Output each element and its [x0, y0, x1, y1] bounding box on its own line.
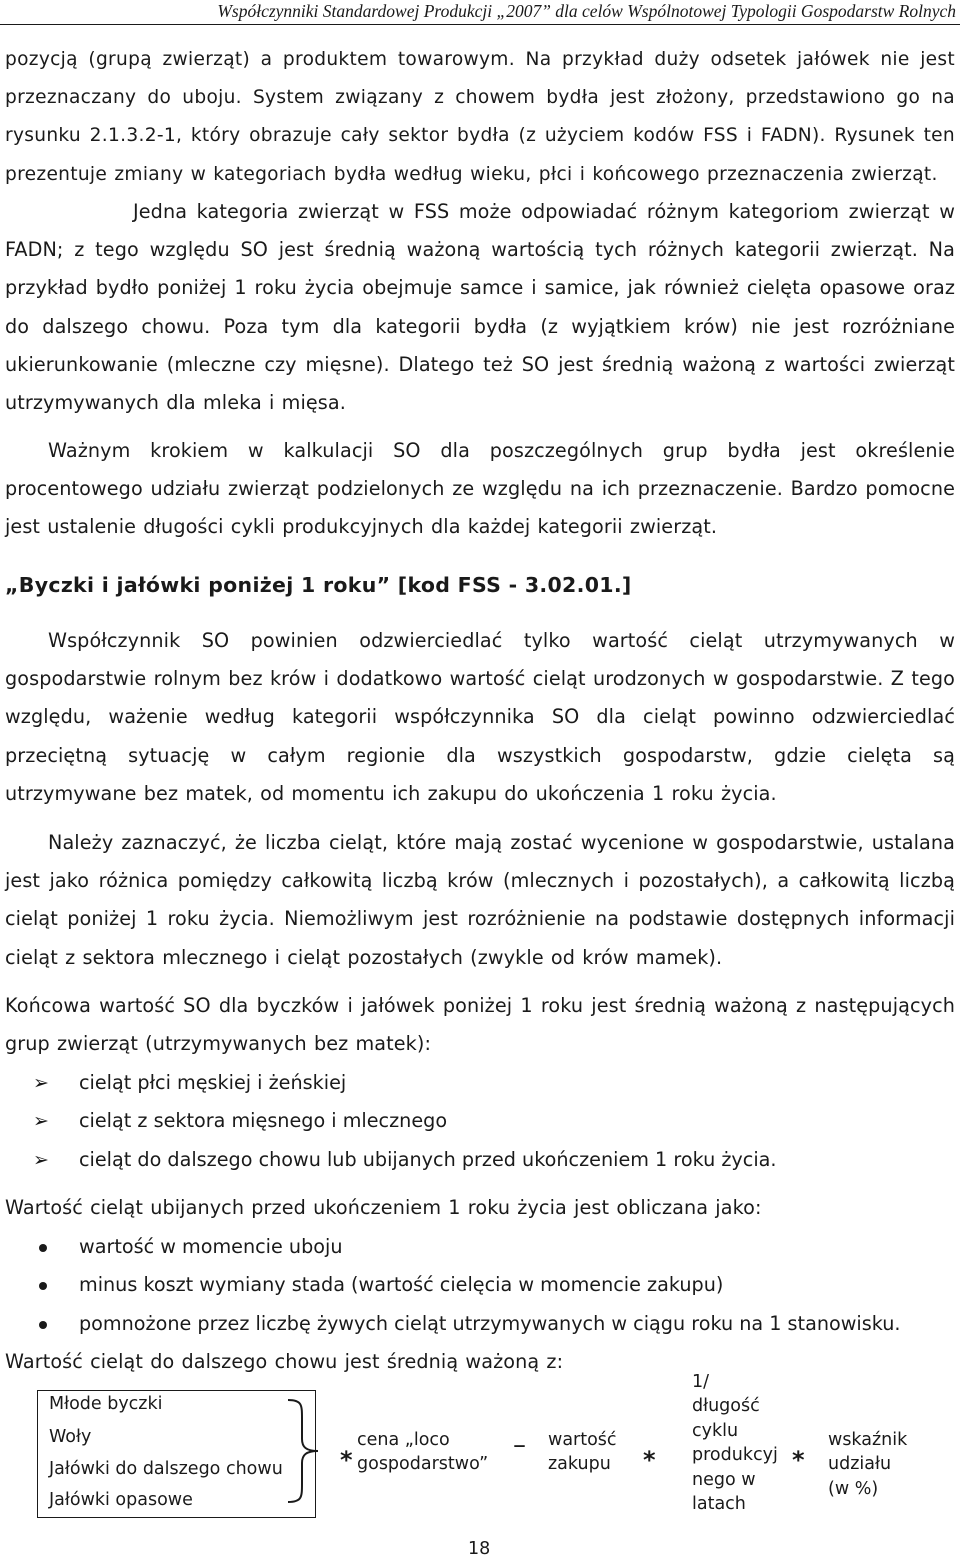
paragraph-calculation-step: Ważnym krokiem w kalkulacji SO dla poszczególnych grup bydła jest określenie procentowego udziału zwierząt podzielonych ze względu na ich przeznaczenie. Bardzo pomocne jest ustalenie długości cykli produkcyjnych dla każdej kategorii zwierząt.: [5, 439, 955, 539]
paragraph-breeding-value: Wartość cieląt do dalszego chowu jest średnią ważoną z:: [5, 1350, 564, 1373]
list-item: ➢ cieląt z sektora mięsnego i mlecznego: [5, 1102, 955, 1140]
list-item: ➢ cieląt płci męskiej i żeńskiej: [5, 1064, 955, 1102]
page-header: Współczynniki Standardowej Produkcji „2007” dla celów Wspólnotowej Typologii Gospodarstw Rolnych: [0, 0, 960, 25]
arrow-bullet-icon: ➢: [33, 1110, 49, 1133]
category-item: Woły: [49, 1427, 92, 1447]
price-label: cena „loco gospodarstwo”: [357, 1430, 489, 1475]
paragraph-intro-a: pozycją (grupą zwierząt) a produktem towarowym. Na przykład duży odsetek jałówek nie jest przeznaczany do uboju. System związany z chowem bydła jest złożony, przedstawiono go na rysunku 2.1.3.2-1, który obrazuje cały sektor bydła (z użyciem kodów FSS i FADN). Rysunek ten prezentuje zmiany w kategoriach bydła według wieku, płci i końcowego przeznaczenia zwierząt.: [5, 49, 955, 185]
list-item: ➢ cieląt do dalszego chowu lub ubijanych przed ukończeniem 1 roku życia.: [5, 1141, 955, 1179]
bullet-dot-icon: [39, 1321, 47, 1329]
page-number: 18: [468, 1539, 491, 1559]
arrow-list: [5, 1064, 955, 1179]
arrow-bullet-icon: ➢: [33, 1072, 49, 1094]
paragraph-so-coefficient: Współczynnik SO powinien odzwierciedlać tylko wartość cieląt utrzymywanych w gospodarstwie rolnym bez krów i dodatkowo wartość cieląt urodzonych w gospodarstwie. Z tego względu, ważenie według kategorii współczynnika SO dla cieląt powinno odzwierciedlać przeciętną sytuację w całym regionie dla wszystkich gospodarstw, gdzie cielęta są utrzymywane bez matek, od momentu ich zakupu do ukończenia 1 roku życia.: [5, 629, 955, 805]
paragraph-final-value: Końcowa wartość SO dla byczków i jałówek poniżej 1 roku jest średnią ważoną z następujących grup zwierząt (utrzymywanych bez matek):: [5, 994, 955, 1056]
arrow-bullet-icon: ➢: [33, 1148, 49, 1171]
category-box: [37, 1390, 316, 1518]
paragraph-calf-count: Należy zaznaczyć, że liczba cieląt, które mają zostać wycenione w gospodarstwie, ustalana jest jako różnica pomiędzy całkowitą liczbą krów (mlecznych i pozostałych), a całkowitą liczbą cieląt poniżej 1 roku życia. Niemożliwym jest rozróżnienie na podstawie dostępnych informacji cieląt z sektora mlecznego i cieląt pozostałych (zwykle od krów mamek).: [5, 831, 955, 969]
category-item: Młode byczki: [49, 1394, 163, 1414]
bullet-dot-icon: [39, 1282, 47, 1290]
minus-operator: –: [513, 1430, 526, 1460]
share-label: wskaźnik udziału (w %): [828, 1430, 908, 1499]
paragraph-slaughter-value: Wartość cieląt ubijanych przed ukończeniem 1 roku życia jest obliczana jako:: [5, 1196, 762, 1219]
category-item: Jałówki do dalszego chowu: [49, 1459, 283, 1479]
section-heading: „Byczki i jałówki poniżej 1 roku” [kod FSS - 3.02.01.]: [5, 573, 632, 597]
bullet-dot-icon: [39, 1244, 47, 1252]
category-item: Jałówki opasowe: [49, 1490, 193, 1510]
right-brace-icon: [284, 1397, 328, 1505]
multiply-operator: *: [792, 1446, 805, 1474]
multiply-operator: *: [643, 1446, 656, 1474]
list-item: minus koszt wymiany stada (wartość cielęcia w momencie zakupu): [5, 1266, 955, 1304]
multiply-operator: *: [340, 1446, 353, 1474]
paragraph-intro-b: Jedna kategoria zwierząt w FSS może odpowiadać różnym kategoriom zwierząt w FADN; z tego względu SO jest średnią ważoną wartością tych różnych kategorii zwierząt. Na przykład bydło poniżej 1 roku życia obejmuje samce i samice, jak również cielęta opasowe oraz do dalszego chowu. Poza tym dla kategorii bydła (z wyjątkiem krów) nie jest rozróżniane ukierunkowanie (mleczne czy mięsne). Dlatego też SO jest średnią ważoną z wartości zwierząt utrzymywanych dla mleka i mięsa.: [5, 200, 955, 415]
bullet-list: [5, 1228, 955, 1343]
list-item: pomnożone przez liczbę żywych cieląt utrzymywanych w ciągu roku na 1 stanowisku.: [5, 1305, 955, 1343]
purchase-value-label: wartość zakupu: [548, 1430, 617, 1475]
cycle-length-label: 1/ długość cyklu produkcyj nego w latach: [692, 1372, 778, 1515]
list-item: wartość w momencie uboju: [5, 1228, 955, 1266]
